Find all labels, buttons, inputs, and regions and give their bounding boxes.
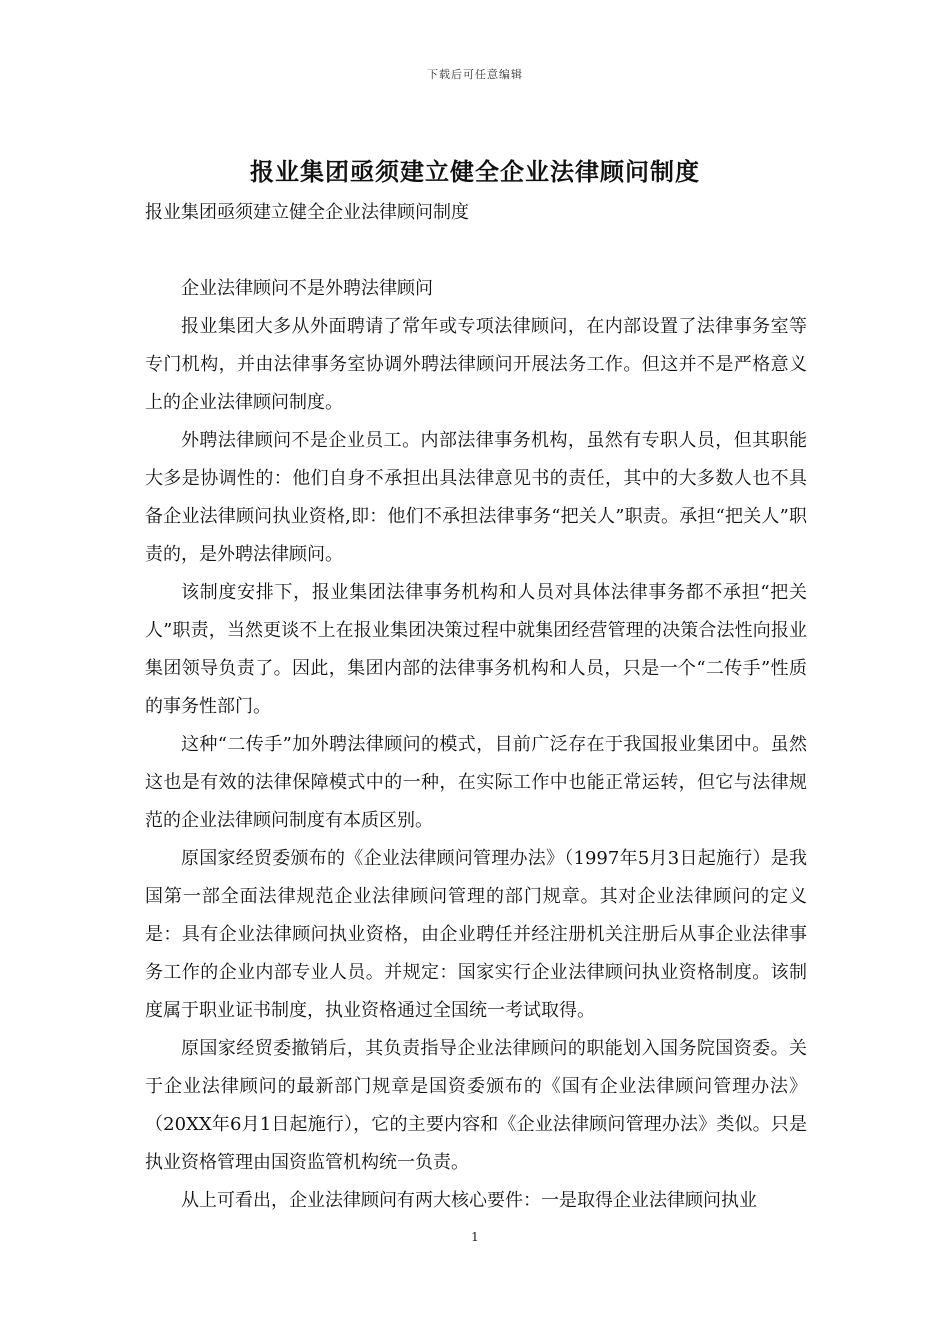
paragraph: 外聘法律顾问不是企业员工。内部法律事务机构，虽然有专职人员，但其职能大多是协调性的：他们自身不承担出具法律意见书的责任，其中的大多数人也不具备企业法律顾问执业资格,即：他们不承担法律事务“把关人”职责。承担“把关人”职责的，是外聘法律顾问。 bbox=[145, 430, 807, 565]
paragraph: 报业集团大多从外面聘请了常年或专项法律顾问，在内部设置了法律事务室等专门机构，并由法律事务室协调外聘法律顾问开展法务工作。但这并不是严格意义上的企业法律顾问制度。 bbox=[145, 316, 807, 413]
page-header-note: 下载后可任意编辑 bbox=[427, 68, 523, 81]
page-number: 1 bbox=[471, 1230, 479, 1244]
section-heading: 企业法律顾问不是外聘法律顾问 bbox=[181, 278, 433, 299]
document-body bbox=[145, 270, 807, 1220]
paragraph: 原国家经贸委撤销后，其负责指导企业法律顾问的职能划入国务院国资委。关于企业法律顾问的最新部门规章是国资委颁布的《国有企业法律顾问管理办法》（20XX年6月1日起施行），它的主要内容和《企业法律顾问管理办法》类似。只是执业资格管理由国资监管机构统一负责。 bbox=[145, 1038, 807, 1173]
paragraph: 原国家经贸委颁布的《企业法律顾问管理办法》（1997年5月3日起施行）是我国第一部全面法律规范企业法律顾问管理的部门规章。其对企业法律顾问的定义是：具有企业法律顾问执业资格，由企业聘任并经注册机关注册后从事企业法律事务工作的企业内部专业人员。并规定：国家实行企业法律顾问执业资格制度。该制度属于职业证书制度，执业资格通过全国统一考试取得。 bbox=[145, 848, 807, 1021]
document-subtitle: 报业集团亟须建立健全企业法律顾问制度 bbox=[145, 202, 469, 223]
paragraph: 该制度安排下，报业集团法律事务机构和人员对具体法律事务都不承担“把关人”职责，当然更谈不上在报业集团决策过程中就集团经营管理的决策合法性向报业集团领导负责了。因此，集团内部的法律事务机构和人员，只是一个“二传手”性质的事务性部门。 bbox=[145, 582, 807, 717]
paragraph: 从上可看出，企业法律顾问有两大核心要件：一是取得企业法律顾问执业 bbox=[181, 1190, 757, 1211]
paragraph: 这种“二传手”加外聘法律顾问的模式，目前广泛存在于我国报业集团中。虽然这也是有效的法律保障模式中的一种，在实际工作中也能正常运转，但它与法律规范的企业法律顾问制度有本质区别。 bbox=[145, 734, 807, 831]
document-title: 报业集团亟须建立健全企业法律顾问制度 bbox=[250, 157, 700, 186]
